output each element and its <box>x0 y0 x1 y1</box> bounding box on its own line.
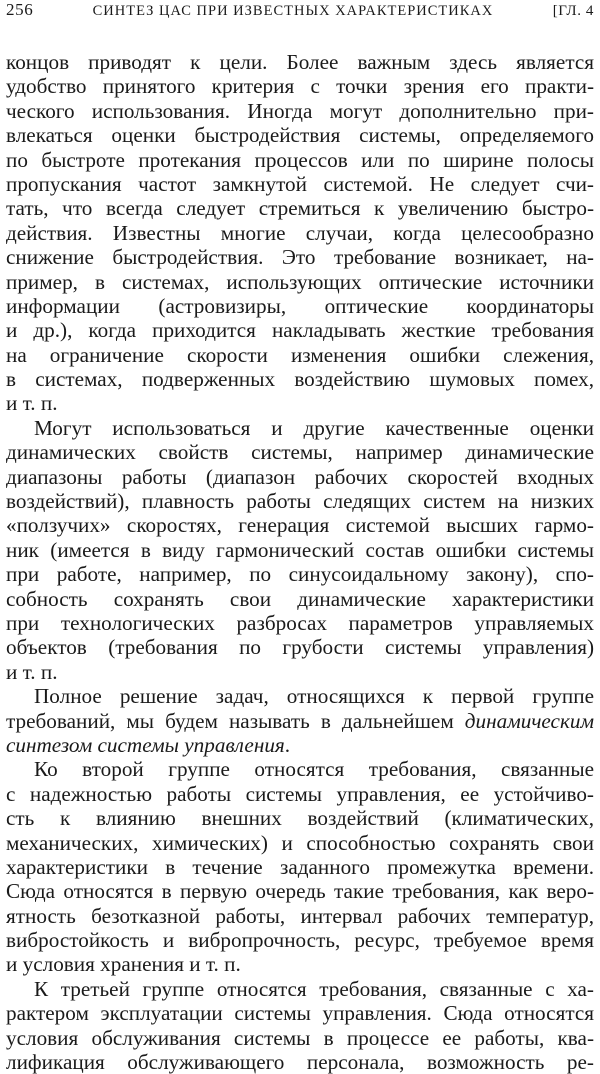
chapter-label: [ГЛ. 4 <box>552 3 594 19</box>
text-line: ятность безотказной работы, интервал рабочих температур, <box>6 903 594 928</box>
text-line: действия. Известны многие случаи, когда целесообразно <box>6 220 594 245</box>
paragraph-first-line: Могут использоваться и другие качественные оценки <box>34 415 594 440</box>
text-line: снижение быстродействия. Это требование возникает, на- <box>6 245 594 270</box>
text-line: на ограничение скорости изменения ошибки слежения, <box>6 342 594 367</box>
italic-term: синтезом системы управления <box>6 732 285 757</box>
running-header <box>6 0 594 26</box>
paragraph-first-line: К третьей группе относятся требования, связанные с ха- <box>34 976 594 1001</box>
text-line: рактером эксплуатации системы управления. Сюда относятся <box>6 1001 594 1026</box>
text-line: пример, в системах, использующих оптические источники <box>6 269 594 294</box>
text-line: сть к влиянию внешних воздействий (климатических, <box>6 806 594 831</box>
text-line: синтезом системы управления. <box>6 732 291 757</box>
text-line: требований, мы будем называть в дальнейшем динамическим <box>6 708 594 733</box>
text-line: пропускания частот замкнутой системой. Не следует счи- <box>6 171 594 196</box>
text-line: диапазоны работы (диапазон рабочих скоростей входных <box>6 464 594 489</box>
page-number: 256 <box>6 0 34 19</box>
text-line: «ползучих» скоростях, генерация системой высших гармо- <box>6 513 594 538</box>
text-line: лификация обслуживающего персонала, возможность ре- <box>6 1050 594 1074</box>
text-line: собность сохранять свои динамические характеристики <box>6 586 594 611</box>
paragraph-first-line: Полное решение задач, относящихся к первой группе <box>34 684 594 709</box>
text-line: ческого использования. Иногда могут дополнительно при- <box>6 98 594 123</box>
text-line: информации (астровизиры, оптические координаторы <box>6 293 594 318</box>
text-line: ник (имеется в виду гармонический состав ошибки системы <box>6 537 594 562</box>
text-line: в системах, подверженных воздействию шумовых помех, <box>6 367 594 392</box>
text-line: условия обслуживания системы в процессе ее работы, ква- <box>6 1025 594 1050</box>
text-line: по быстроте протекания процессов или по ширине полосы <box>6 147 594 172</box>
text-line: тать, что всегда следует стремиться к увеличению быстро- <box>6 196 594 221</box>
text-line: и т. п. <box>6 659 58 684</box>
paragraph-first-line: Ко второй группе относятся требования, связанные <box>34 757 594 782</box>
text-line: при работе, например, по синусоидальному закону), спо- <box>6 562 594 587</box>
text-line: и условия хранения и т. п. <box>6 952 241 977</box>
italic-term: динамическим <box>464 708 594 733</box>
text-line: Сюда относятся в первую очередь такие требования, как веро- <box>6 879 594 904</box>
text-line: с надежностью работы системы управления, ее устойчиво- <box>6 781 594 806</box>
text-line: воздействий), плавность работы следящих систем на низких <box>6 489 594 514</box>
text-line: и т. п. <box>6 391 58 416</box>
text-line: вибростойкость и вибропрочность, ресурс, требуемое время <box>6 928 594 953</box>
running-title: СИНТЕЗ ЦАС ПРИ ИЗВЕСТНЫХ ХАРАКТЕРИСТИКАХ <box>92 3 494 19</box>
text-line: концов приводят к цели. Более важным здесь является <box>6 50 594 74</box>
text-line: характеристики в течение заданного промежутка времени. <box>6 854 594 879</box>
text-line: динамических свойств системы, например динамические <box>6 440 594 465</box>
text-line: влекаться оценки быстродействия системы, определяемого <box>6 123 594 148</box>
text-line: удобство принятого критерия с точки зрения его практи- <box>6 74 594 99</box>
text-line: и др.), когда приходится накладывать жесткие требования <box>6 318 594 343</box>
text-line: при технологических разбросах параметров управляемых <box>6 610 594 635</box>
body-text <box>6 50 594 1074</box>
text-line: объектов (требования по грубости системы управления) <box>6 635 594 660</box>
text-line: механических, химических) и способностью сохранять свои <box>6 830 594 855</box>
